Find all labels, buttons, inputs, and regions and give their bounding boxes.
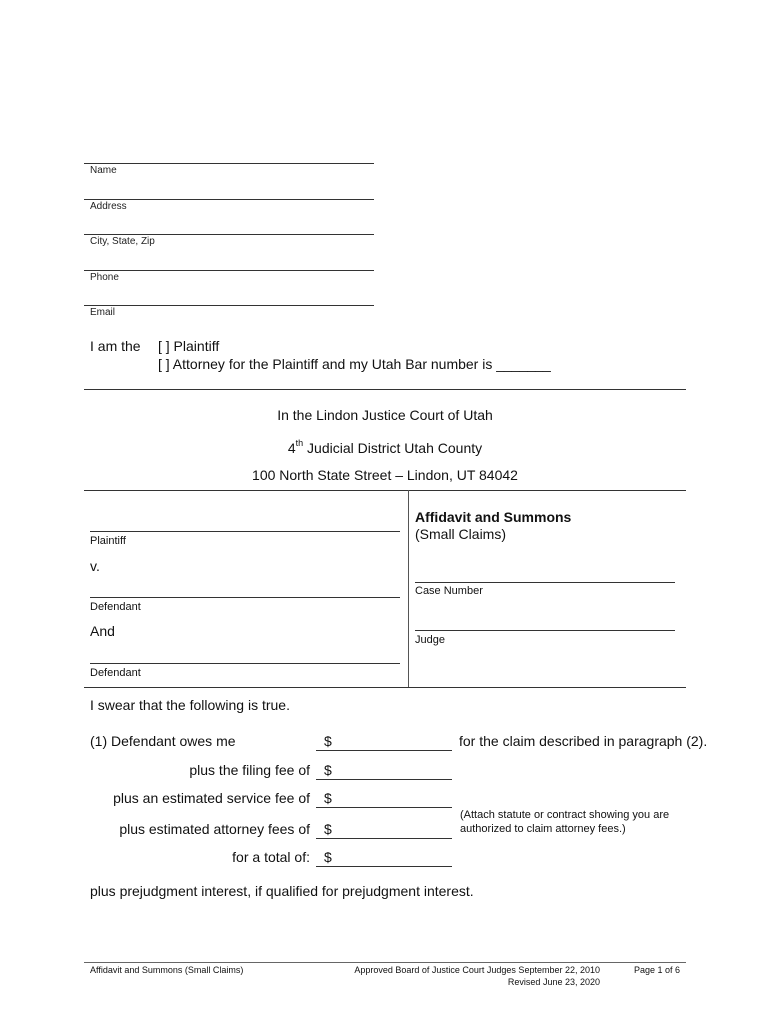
defendant-label-1: Defendant: [90, 601, 141, 613]
dollar-sign: $: [324, 733, 332, 749]
footer-revised: Revised June 23, 2020: [507, 977, 600, 987]
total-label: for a total of:: [232, 849, 310, 865]
defendant-label-2: Defendant: [90, 667, 141, 679]
interest-statement: plus prejudgment interest, if qualified for prejudgment interest.: [90, 883, 474, 899]
service-fee-label: plus an estimated service fee of: [113, 790, 310, 806]
name-line[interactable]: [84, 163, 374, 164]
court-address: 100 North State Street – Lindon, UT 84042: [252, 467, 518, 483]
role-prefix: I am the: [90, 338, 141, 354]
judge-line[interactable]: [415, 630, 675, 631]
city-line[interactable]: [84, 234, 374, 235]
caption-bottom-line: [84, 687, 686, 688]
attorney-fee-field[interactable]: [316, 821, 452, 839]
city-label: City, State, Zip: [90, 236, 155, 247]
filing-fee-label: plus the filing fee of: [189, 762, 310, 778]
dollar-sign: $: [324, 849, 332, 865]
swear-statement: I swear that the following is true.: [90, 697, 290, 713]
defendant-line-1[interactable]: [90, 597, 400, 598]
doc-title: Affidavit and Summons: [415, 509, 572, 525]
owes-suffix: for the claim described in paragraph (2).: [459, 733, 708, 749]
doc-subtitle: (Small Claims): [415, 526, 506, 542]
phone-line[interactable]: [84, 270, 374, 271]
filing-fee-field[interactable]: [316, 762, 452, 780]
judge-label: Judge: [415, 634, 445, 646]
total-field[interactable]: [316, 849, 452, 867]
plaintiff-option[interactable]: [ ] Plaintiff: [158, 338, 220, 354]
email-line[interactable]: [84, 305, 374, 306]
case-number-label: Case Number: [415, 585, 483, 597]
service-fee-field[interactable]: [316, 790, 452, 808]
owes-label: (1) Defendant owes me: [90, 733, 236, 749]
footer-approved: Approved Board of Justice Court Judges September 22, 2010: [354, 965, 600, 975]
versus: v.: [90, 558, 100, 574]
footer-doc-name: Affidavit and Summons (Small Claims): [90, 965, 244, 975]
attorney-note: (Attach statute or contract showing you are authorized to claim attorney fees.): [460, 809, 670, 835]
dollar-sign: $: [324, 790, 332, 806]
phone-label: Phone: [90, 272, 119, 283]
court-name: In the Lindon Justice Court of Utah: [277, 407, 493, 423]
address-label: Address: [90, 201, 127, 212]
court-district: 4th Judicial District Utah County: [287, 438, 483, 456]
caption-divider: [408, 490, 409, 687]
footer-page-number: Page 1 of 6: [633, 965, 680, 975]
divider-top: [84, 389, 686, 390]
attorney-option[interactable]: [ ] Attorney for the Plaintiff and my Utah Bar number is _______: [158, 356, 551, 372]
owes-amount-field[interactable]: [316, 733, 452, 751]
dollar-sign: $: [324, 821, 332, 837]
plaintiff-line[interactable]: [90, 531, 400, 532]
name-label: Name: [90, 165, 117, 176]
and-label: And: [90, 623, 115, 639]
caption-top-line: [84, 490, 686, 491]
attorney-fee-label: plus estimated attorney fees of: [119, 821, 310, 837]
defendant-line-2[interactable]: [90, 663, 400, 664]
email-label: Email: [90, 307, 116, 318]
footer-line: [84, 962, 686, 963]
plaintiff-label: Plaintiff: [90, 535, 126, 547]
address-line[interactable]: [84, 199, 374, 200]
dollar-sign: $: [324, 762, 332, 778]
case-number-line[interactable]: [415, 582, 675, 583]
